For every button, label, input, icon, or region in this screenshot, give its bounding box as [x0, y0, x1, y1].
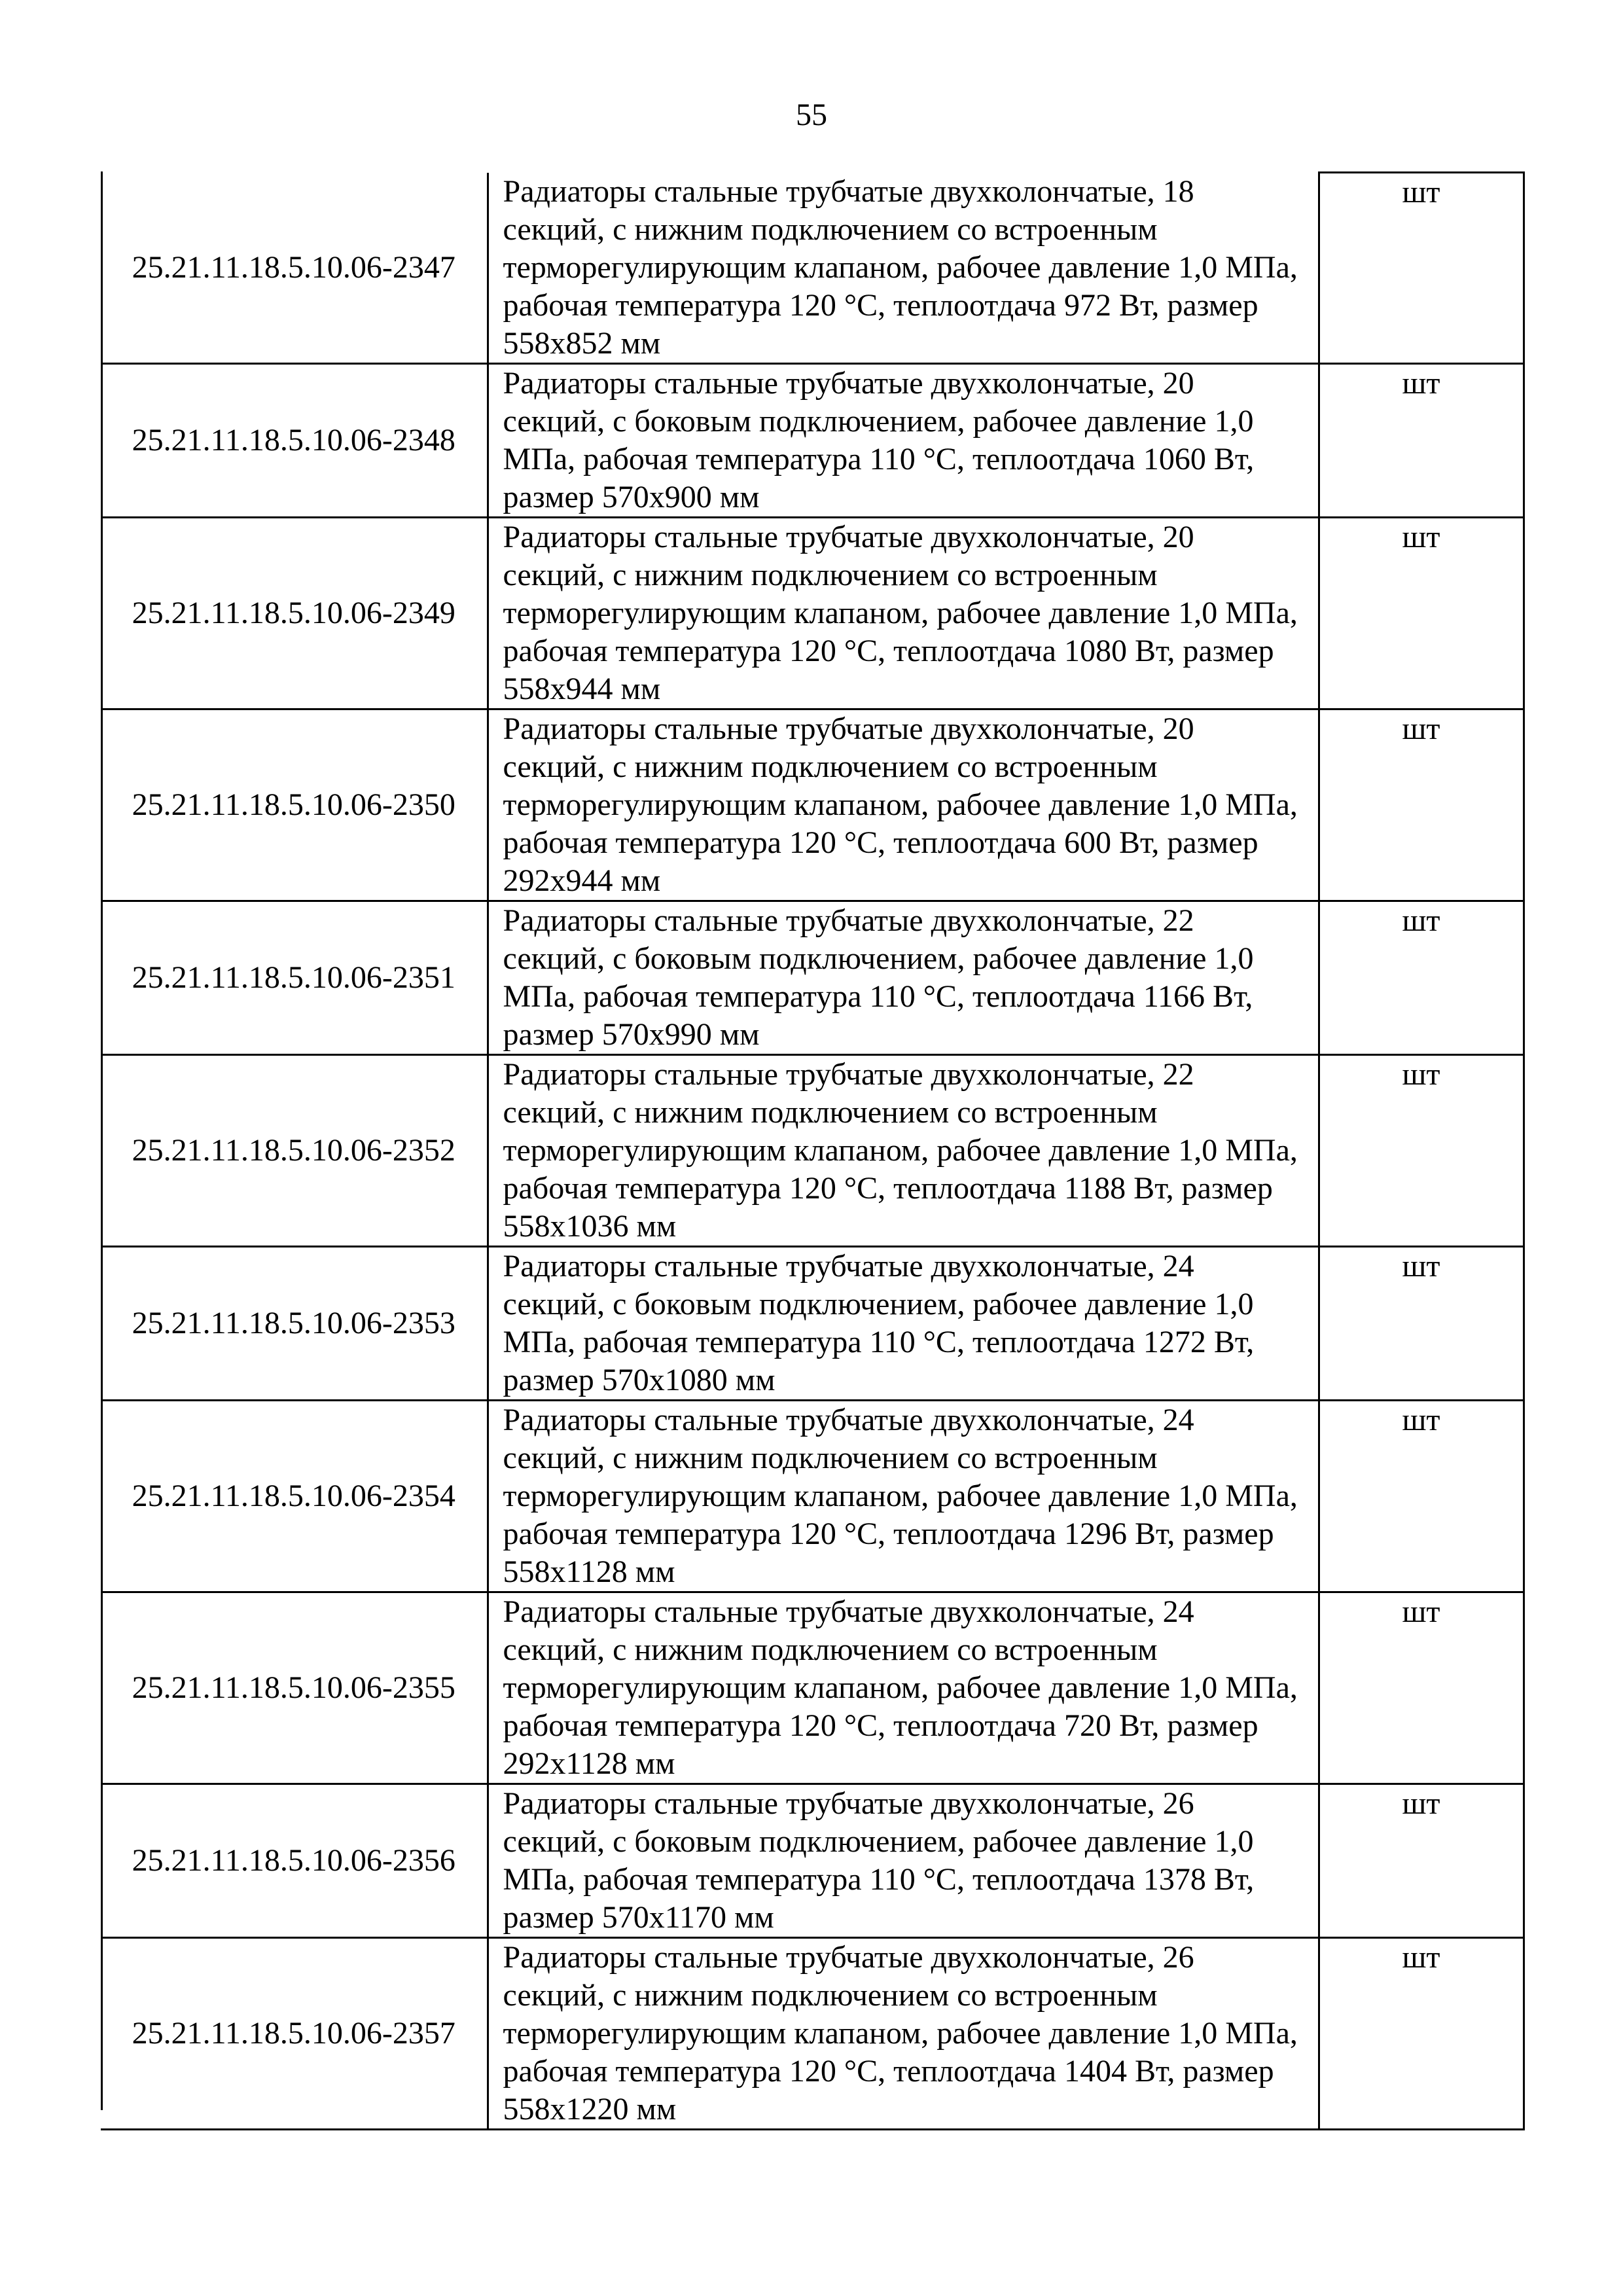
resource-description-cell: Радиаторы стальные трубчатые двухколончатые, 20 секций, с боковым подключением, рабочее давление 1,0 МПа, рабочая температура 110 °C, теплоотдача 1060 Вт, размер 570х900 мм — [488, 364, 1319, 518]
resource-code-cell: 25.21.11.18.5.10.06-2347 — [101, 173, 488, 364]
table-row — [101, 709, 1524, 901]
unit-cell: шт — [1319, 1592, 1524, 1784]
resource-code-cell: 25.21.11.18.5.10.06-2355 — [101, 1592, 488, 1784]
page-number: 55 — [796, 98, 827, 132]
table-row — [101, 1938, 1524, 2130]
table-row — [101, 1592, 1524, 1784]
resource-code-cell: 25.21.11.18.5.10.06-2353 — [101, 1247, 488, 1401]
unit-cell: шт — [1319, 901, 1524, 1055]
resource-code-cell: 25.21.11.18.5.10.06-2348 — [101, 364, 488, 518]
unit-cell: шт — [1319, 1784, 1524, 1938]
table-row — [101, 901, 1524, 1055]
resource-description-cell: Радиаторы стальные трубчатые двухколончатые, 22 секций, с боковым подключением, рабочее давление 1,0 МПа, рабочая температура 110 °C, теплоотдача 1166 Вт, размер 570х990 мм — [488, 901, 1319, 1055]
resource-description-cell: Радиаторы стальные трубчатые двухколончатые, 26 секций, с нижним подключением со встроенным терморегулирующим клапаном, рабочее давление 1,0 МПа, рабочая температура 120 °C, теплоотдача 1404 Вт, размер 558х1220 мм — [488, 1938, 1319, 2130]
resource-description-cell: Радиаторы стальные трубчатые двухколончатые, 24 секций, с нижним подключением со встроенным терморегулирующим клапаном, рабочее давление 1,0 МПа, рабочая температура 120 °C, теплоотдача 1296 Вт, размер 558х1128 мм — [488, 1401, 1319, 1592]
resource-description-cell: Радиаторы стальные трубчатые двухколончатые, 18 секций, с нижним подключением со встроенным терморегулирующим клапаном, рабочее давление 1,0 МПа, рабочая температура 120 °C, теплоотдача 972 Вт, размер 558х852 мм — [488, 173, 1319, 364]
resource-code-cell: 25.21.11.18.5.10.06-2357 — [101, 1938, 488, 2130]
resource-code-cell: 25.21.11.18.5.10.06-2351 — [101, 901, 488, 1055]
table-row — [101, 364, 1524, 518]
unit-cell: шт — [1319, 709, 1524, 901]
resource-description-cell: Радиаторы стальные трубчатые двухколончатые, 24 секций, с боковым подключением, рабочее давление 1,0 МПа, рабочая температура 110 °C, теплоотдача 1272 Вт, размер 570х1080 мм — [488, 1247, 1319, 1401]
unit-cell: шт — [1319, 1938, 1524, 2130]
table-row — [101, 1401, 1524, 1592]
unit-cell: шт — [1319, 518, 1524, 709]
resource-description-cell: Радиаторы стальные трубчатые двухколончатые, 26 секций, с боковым подключением, рабочее давление 1,0 МПа, рабочая температура 110 °C, теплоотдача 1378 Вт, размер 570х1170 мм — [488, 1784, 1319, 1938]
unit-cell: шт — [1319, 1247, 1524, 1401]
table-row — [101, 1784, 1524, 1938]
unit-cell: шт — [1319, 364, 1524, 518]
unit-cell: шт — [1319, 173, 1524, 364]
resource-description-cell: Радиаторы стальные трубчатые двухколончатые, 20 секций, с нижним подключением со встроенным терморегулирующим клапаном, рабочее давление 1,0 МПа, рабочая температура 120 °C, теплоотдача 1080 Вт, размер 558х944 мм — [488, 518, 1319, 709]
unit-cell: шт — [1319, 1055, 1524, 1247]
resource-description-cell: Радиаторы стальные трубчатые двухколончатые, 22 секций, с нижним подключением со встроенным терморегулирующим клапаном, рабочее давление 1,0 МПа, рабочая температура 120 °C, теплоотдача 1188 Вт, размер 558х1036 мм — [488, 1055, 1319, 1247]
table-row — [101, 1055, 1524, 1247]
resource-code-cell: 25.21.11.18.5.10.06-2356 — [101, 1784, 488, 1938]
resource-table — [101, 171, 1525, 2130]
resource-code-cell: 25.21.11.18.5.10.06-2350 — [101, 709, 488, 901]
resource-code-cell: 25.21.11.18.5.10.06-2354 — [101, 1401, 488, 1592]
resource-code-cell: 25.21.11.18.5.10.06-2352 — [101, 1055, 488, 1247]
table-row — [101, 173, 1524, 364]
resource-description-cell: Радиаторы стальные трубчатые двухколончатые, 20 секций, с нижним подключением со встроенным терморегулирующим клапаном, рабочее давление 1,0 МПа, рабочая температура 120 °C, теплоотдача 600 Вт, размер 292х944 мм — [488, 709, 1319, 901]
table-row — [101, 1247, 1524, 1401]
resource-description-cell: Радиаторы стальные трубчатые двухколончатые, 24 секций, с нижним подключением со встроенным терморегулирующим клапаном, рабочее давление 1,0 МПа, рабочая температура 120 °C, теплоотдача 720 Вт, размер 292х1128 мм — [488, 1592, 1319, 1784]
unit-cell: шт — [1319, 1401, 1524, 1592]
table-row — [101, 518, 1524, 709]
resource-code-cell: 25.21.11.18.5.10.06-2349 — [101, 518, 488, 709]
